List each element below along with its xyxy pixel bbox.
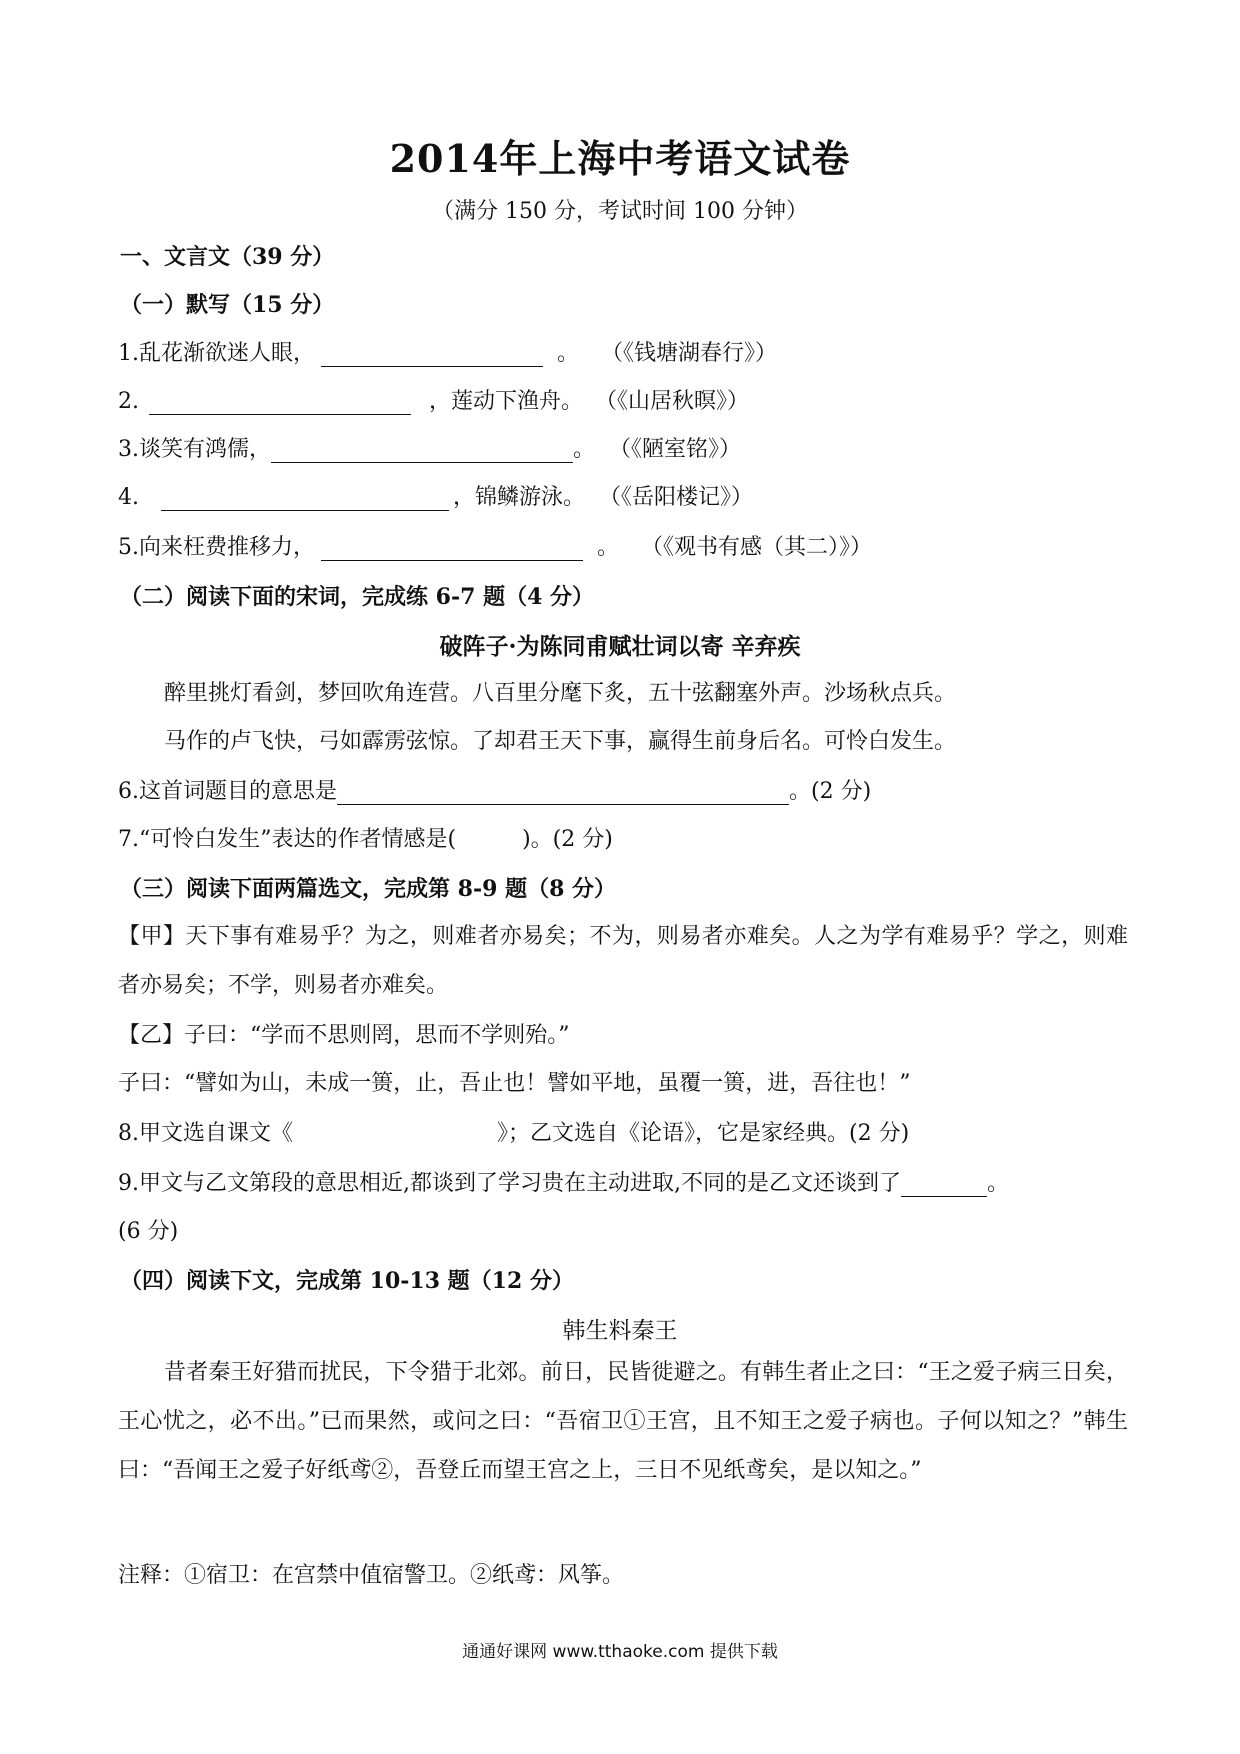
answer-blank-1[interactable] <box>321 340 543 367</box>
answer-blank-3[interactable] <box>271 436 573 463</box>
part-heading-dictation: （一）默写（15 分） <box>120 292 335 318</box>
question-4-prefix: 4. <box>118 485 139 510</box>
part-heading-two-texts: （三）阅读下面两篇选文，完成第 8-9 题（8 分） <box>120 876 617 902</box>
question-2-source: （《山居秋暝》） <box>595 389 750 414</box>
question-2-prefix: 2. <box>118 389 139 414</box>
poem-line-2: 马作的卢飞快，弓如霹雳弦惊。了却君王天下事，赢得生前身后名。可怜白发生。 <box>164 729 957 754</box>
part-heading-prose: （四）阅读下文，完成第 10-13 题（12 分） <box>120 1268 574 1294</box>
question-6 <box>118 774 871 805</box>
question-4-source: （《岳阳楼记》） <box>599 485 754 510</box>
question-6-suffix: 。(2 分) <box>789 779 872 804</box>
question-1 <box>118 336 777 367</box>
answer-blank-2[interactable] <box>149 388 411 415</box>
prose-text: 昔者秦王好猎而扰民，下令猎于北郊。前日，民皆徙避之。有韩生者止之曰：“王之爱子病三日矣，王心忧之，必不出。”已而果然，或问之曰：“吾宿卫①王宫，且不知王之爱子病也。子何以知之？”韩生曰：“吾闻王之爱子好纸鸢②，吾登丘而望王宫之上，三日不见纸鸢矣，是以知之。” <box>118 1360 1128 1483</box>
question-3 <box>118 432 741 463</box>
answer-blank-5[interactable] <box>321 534 583 561</box>
question-8-prefix: 8.甲文选自课文《 <box>118 1121 293 1146</box>
answer-blank-6[interactable] <box>337 778 789 805</box>
question-3-prefix: 3.谈笑有鸿儒， <box>118 437 271 462</box>
part-heading-song-ci: （二）阅读下面的宋词，完成练 6-7 题（4 分） <box>120 584 595 610</box>
question-8 <box>118 1116 909 1147</box>
question-5-prefix: 5.向来枉费推移力， <box>118 535 315 560</box>
annotations: 注释：①宿卫：在宫禁中值宿警卫。②纸鸢：风筝。 <box>118 1563 625 1588</box>
text-title: 韩生料秦王 <box>562 1318 678 1344</box>
question-9-prefix: 9.甲文与乙文第段的意思相近,都谈到了学习贵在主动进取,不同的是乙文还谈到了 <box>118 1171 901 1196</box>
question-1-suffix: 。 <box>557 341 580 366</box>
text-yi-line-1: 【乙】子曰：“学而不思则罔，思而不学则殆。” <box>118 1023 570 1048</box>
poem-line-1: 醉里挑灯看剑，梦回吹角连营。八百里分麾下炙，五十弦翻塞外声。沙场秋点兵。 <box>164 681 957 706</box>
question-5 <box>118 530 872 561</box>
question-1-prefix: 1.乱花渐欲迷人眼， <box>118 341 315 366</box>
question-3-source: （《陋室铭》） <box>609 437 742 462</box>
question-5-suffix: 。 <box>597 535 620 560</box>
question-4 <box>118 480 753 511</box>
question-5-source: （《观书有感（其二）》） <box>641 535 873 560</box>
page-title: 2014年上海中考语文试卷 <box>389 136 851 181</box>
question-3-suffix: 。 <box>573 437 596 462</box>
question-9-score: (6 分) <box>118 1219 179 1244</box>
page-footer: 通通好课网 www.tthaoke.com 提供下载 <box>462 1642 778 1662</box>
exam-info: （满分 150 分，考试时间 100 分钟） <box>432 199 808 224</box>
question-6-prefix: 6.这首词题目的意思是 <box>118 779 337 804</box>
text-jia: 【甲】天下事有难易乎？为之，则难者亦易矣；不为，则易者亦难矣。人之为学有难易乎？学之，则难者亦易矣；不学，则易者亦难矣。 <box>118 924 1128 998</box>
answer-blank-9[interactable] <box>901 1170 987 1197</box>
question-2-suffix: ，莲动下渔舟。 <box>429 389 584 414</box>
question-9-suffix: 。 <box>986 1171 1009 1196</box>
question-9 <box>118 1166 1009 1197</box>
poem-title: 破阵子·为陈同甫赋壮词以寄 辛弃疾 <box>439 633 801 660</box>
question-2 <box>118 384 749 415</box>
text-yi-line-2: 子曰：“譬如为山，未成一篑，止，吾止也！譬如平地，虽覆一篑，进，吾往也！” <box>118 1071 911 1096</box>
question-8-suffix: 》；乙文选自《论语》，它是家经典。(2 分) <box>497 1121 910 1146</box>
section-heading-classical: 一、文言文（39 分） <box>120 244 335 270</box>
question-1-source: （《钱塘湖春行》） <box>601 341 778 366</box>
question-4-suffix: ，锦鳞游泳。 <box>453 485 586 510</box>
question-7: 7.“可怜白发生”表达的作者情感是( )。(2 分) <box>118 827 613 852</box>
answer-blank-4[interactable] <box>161 484 449 511</box>
